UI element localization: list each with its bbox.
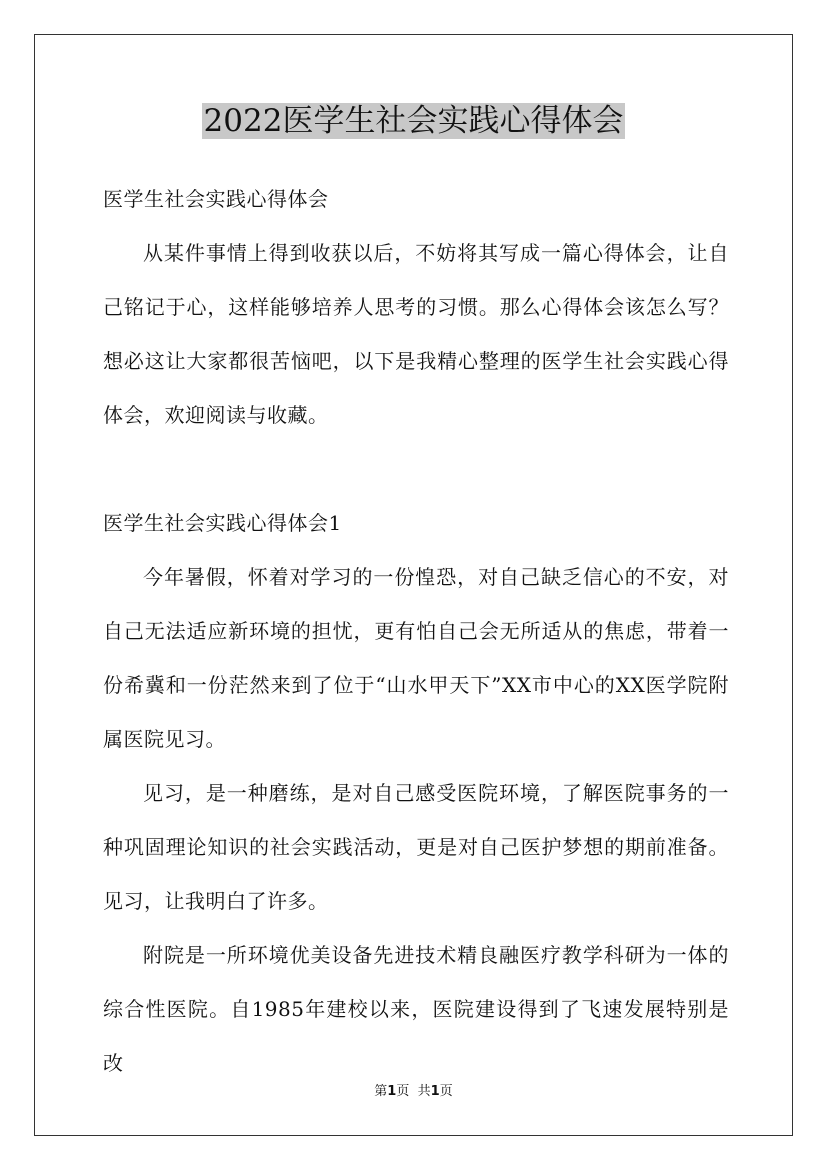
document-title-text: 2022医学生社会实践心得体会 [203,103,624,139]
page-prefix: 第 [374,1084,388,1099]
document-body [103,172,729,1090]
body-paragraph: 见习，是一种磨练，是对自己感受医院环境，了解医院事务的一种巩固理论知识的社会实践活动，更是对自己医护梦想的期前准备。见习，让我明白了许多。 [103,781,729,913]
section-heading-1: 医学生社会实践心得体会1 [103,511,342,535]
page-footer [0,1082,827,1102]
section-heading: 医学生社会实践心得体会 [103,187,329,211]
intro-paragraph: 从某件事情上得到收获以后，不妨将其写成一篇心得体会，让自己铭记于心，这样能够培养人思考的习惯。那么心得体会该怎么写？想必这让大家都很苦恼吧，以下是我精心整理的医学生社会实践心得体会，欢迎阅读与收藏。 [103,241,729,427]
total-prefix: 共 [417,1084,431,1099]
total-pages: 1 [430,1084,440,1099]
body-paragraph: 附院是一所环境优美设备先进技术精良融医疗教学科研为一体的综合性医院。自1985年建校以来，医院建设得到了飞速发展特别是改 [103,943,729,1075]
page-current: 1 [387,1084,397,1099]
body-paragraph: 今年暑假，怀着对学习的一份惶恐，对自己缺乏信心的不安，对自己无法适应新环境的担忧，更有怕自己会无所适从的焦虑，带着一份希冀和一份茫然来到了位于“山水甲天下”XX市中心的XX医学院附属医院见习。 [103,565,729,751]
page-suffix: 页 [396,1084,410,1099]
total-suffix: 页 [439,1084,453,1099]
document-title [0,101,827,141]
